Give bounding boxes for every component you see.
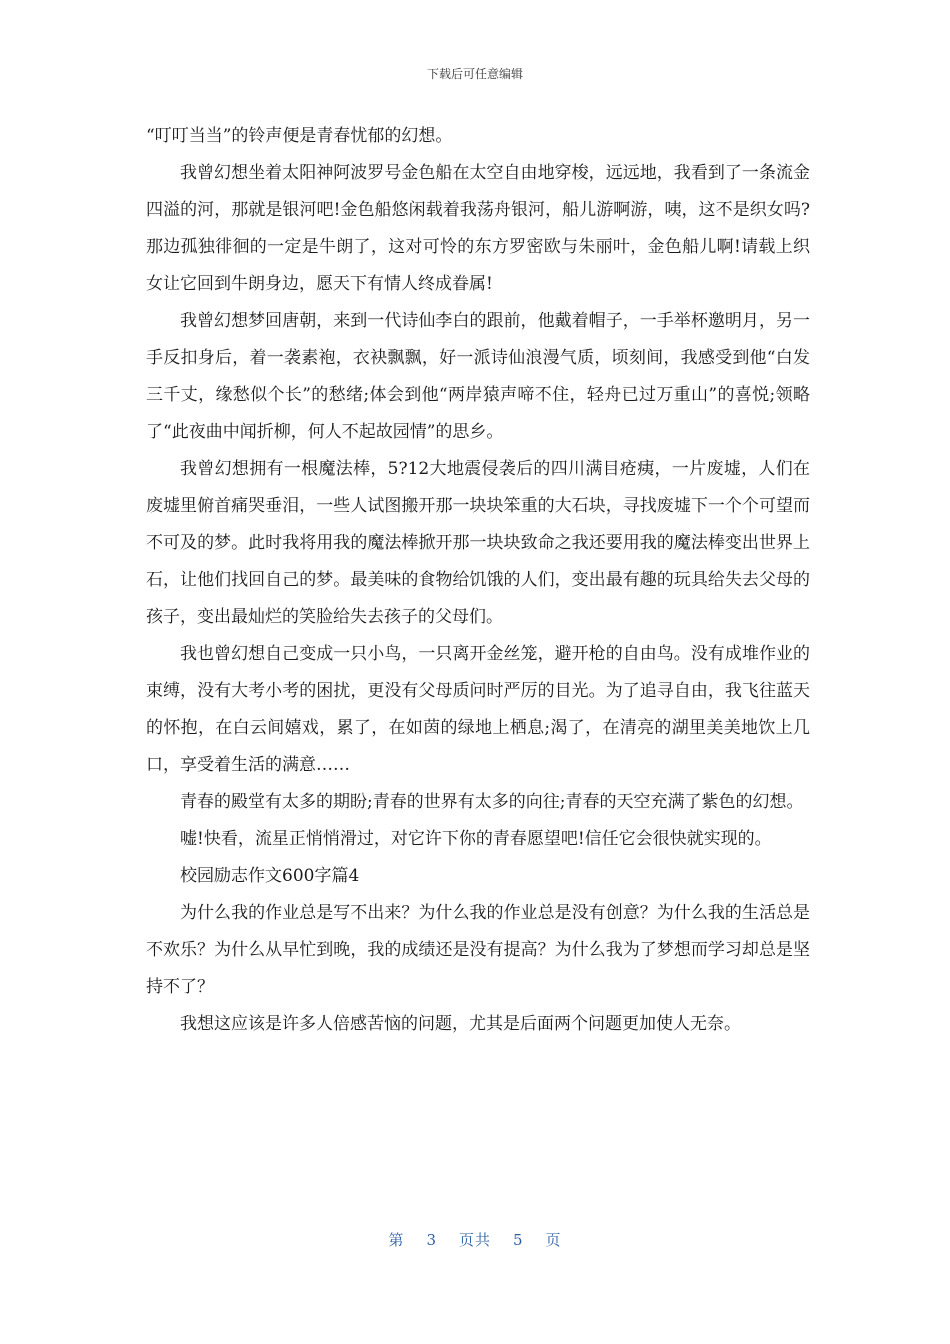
paragraph-4: 我曾幻想拥有一根魔法棒，5?12大地震侵袭后的四川满目疮痍，一片废墟，人们在废墟里俯首痛哭垂泪，一些人试图搬开那一块块笨重的大石块，寻找废墟下一个个可望而不可及的梦。此时我将用我的魔法棒掀开那一块块致命之我还要用我的魔法棒变出世界上石，让他们找回自己的梦。最美味的食物给饥饿的人们，变出最有趣的玩具给失去父母的孩子，变出最灿烂的笑脸给失去孩子的父母们。: [146, 459, 810, 627]
page-header: 下载后可任意编辑: [426, 67, 523, 81]
paragraph-6: 青春的殿堂有太多的期盼;青春的世界有太多的向往;青春的天空充满了紫色的幻想。: [180, 792, 804, 812]
section-heading: 校园励志作文600字篇4: [180, 866, 360, 886]
footer-middle: 页共: [458, 1231, 491, 1249]
paragraph-1: “叮叮当当”的铃声便是青春忧郁的幻想。: [146, 126, 453, 146]
page-footer: [0, 1230, 950, 1250]
document-body: [146, 118, 810, 1043]
paragraph-5: 我也曾幻想自己变成一只小鸟，一只离开金丝笼，避开枪的自由鸟。没有成堆作业的束缚，没有大考小考的困扰，更没有父母质问时严厉的目光。为了追寻自由，我飞往蓝天的怀抱，在白云间嬉戏，累了，在如茵的绿地上栖息;渴了，在清亮的湖里美美地饮上几口，享受着生活的满意……: [146, 644, 810, 775]
paragraph-7: 嘘!快看，流星正悄悄滑过，对它许下你的青春愿望吧!信任它会很快就实现的。: [180, 829, 772, 849]
footer-total-pages: 5: [513, 1231, 524, 1249]
paragraph-9: 为什么我的作业总是写不出来？为什么我的作业总是没有创意？为什么我的生活总是不欢乐？为什么从早忙到晚，我的成绩还是没有提高？为什么我为了梦想而学习却总是坚持不了？: [146, 903, 810, 997]
paragraph-10: 我想这应该是许多人倍感苦恼的问题，尤其是后面两个问题更加使人无奈。: [180, 1014, 741, 1034]
paragraph-3: 我曾幻想梦回唐朝，来到一代诗仙李白的跟前，他戴着帽子，一手举杯邀明月，另一手反扣身后，着一袭素袍，衣袂飘飘，好一派诗仙浪漫气质，顷刻间，我感受到他“白发三千丈，缘愁似个长”的愁绪;体会到他“两岸猿声啼不住，轻舟已过万重山”的喜悦;领略了“此夜曲中闻折柳，何人不起故园情”的思乡。: [146, 311, 810, 442]
paragraph-2: 我曾幻想坐着太阳神阿波罗号金色船在太空自由地穿梭，远远地，我看到了一条流金四溢的河，那就是银河吧!金色船悠闲载着我荡舟银河，船儿游啊游，咦，这不是织女吗?那边孤独徘徊的一定是牛朗了，这对可怜的东方罗密欧与朱丽叶，金色船儿啊!请载上织女让它回到牛朗身边，愿天下有情人终成眷属!: [146, 163, 810, 294]
footer-prefix: 第: [388, 1231, 405, 1249]
footer-page-number: 3: [426, 1231, 437, 1249]
footer-suffix: 页: [545, 1231, 562, 1249]
